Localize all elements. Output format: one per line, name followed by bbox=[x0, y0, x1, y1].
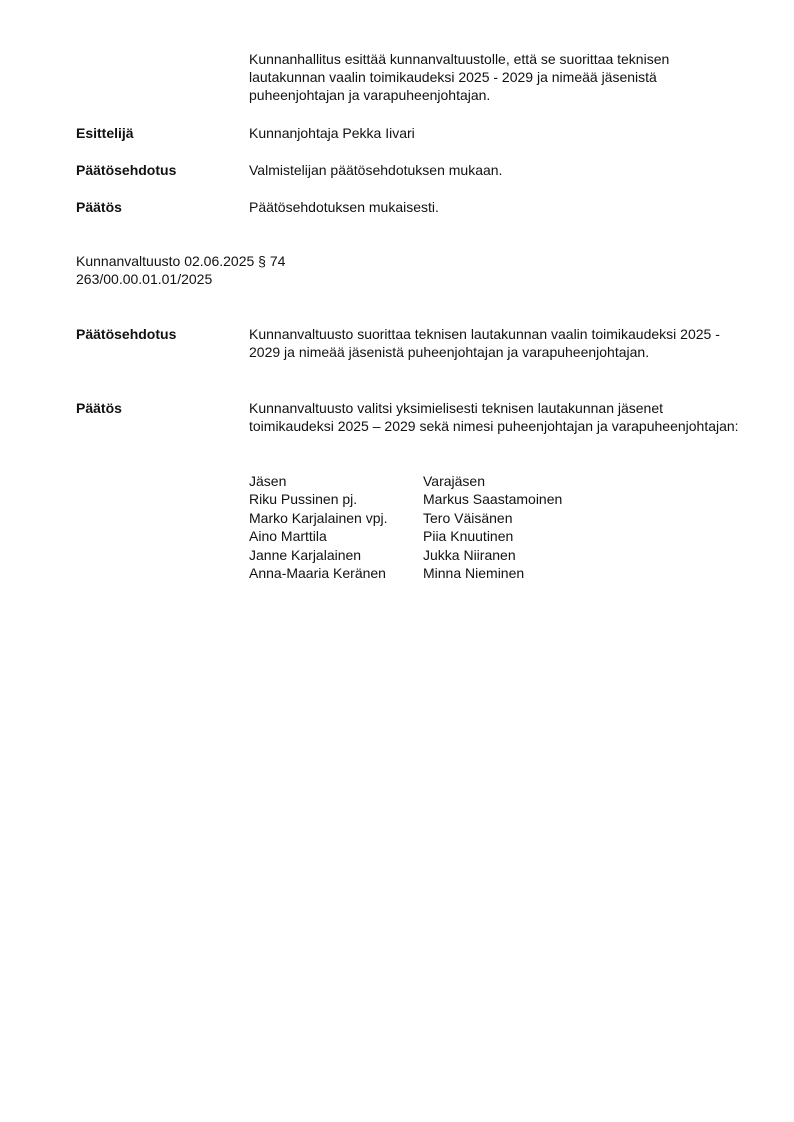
proposal-label: Päätösehdotus bbox=[76, 162, 177, 178]
member-row bbox=[249, 490, 562, 508]
decision-label: Päätös bbox=[76, 199, 122, 215]
member-row bbox=[249, 564, 562, 582]
member-row bbox=[249, 546, 562, 564]
case-number: 263/00.00.01.01/2025 bbox=[76, 271, 213, 287]
intro-text: Kunnanhallitus esittää kunnanvaltuustolle, että se suorittaa teknisen lautakunnan vaalin toimikaudeksi 2025 - 2029 ja nimeää jäsenistä puheenjohtajan ja varapuheenjohtajan. bbox=[249, 51, 670, 103]
deputy-name: Tero Väisänen bbox=[423, 509, 513, 526]
member-name: Janne Karjalainen bbox=[249, 546, 362, 563]
member-name: Marko Karjalainen vpj. bbox=[249, 509, 388, 526]
deputy-column-header: Varajäsen bbox=[423, 473, 486, 489]
decision-label: Päätös bbox=[76, 400, 122, 416]
meeting-line: Kunnanvaltuusto 02.06.2025 § 74 bbox=[76, 253, 286, 269]
members-table bbox=[249, 472, 562, 582]
member-row bbox=[249, 527, 562, 545]
deputy-name: Markus Saastamoinen bbox=[423, 491, 563, 508]
presenter-label: Esittelijä bbox=[76, 125, 134, 141]
meeting-info bbox=[76, 252, 285, 288]
member-name: Anna-Maaria Keränen bbox=[249, 564, 386, 581]
member-column-header: Jäsen bbox=[249, 473, 287, 489]
deputy-name: Minna Nieminen bbox=[423, 564, 525, 581]
proposal-label: Päätösehdotus bbox=[76, 326, 177, 342]
decision-value: Kunnanvaltuusto valitsi yksimielisesti teknisen lautakunnan jäsenet toimikaudeksi 2025 – 2029 sekä nimesi puheenjohtajan ja varapuheenjohtajan: bbox=[249, 400, 739, 434]
deputy-name: Piia Knuutinen bbox=[423, 528, 514, 545]
member-row bbox=[249, 509, 562, 527]
deputy-name: Jukka Niiranen bbox=[423, 546, 516, 563]
member-name: Riku Pussinen pj. bbox=[249, 491, 358, 508]
presenter-value: Kunnanjohtaja Pekka Iivari bbox=[249, 125, 415, 141]
member-name: Aino Marttila bbox=[249, 528, 327, 545]
proposal-value: Kunnanvaltuusto suorittaa teknisen lautakunnan vaalin toimikaudeksi 2025 - 2029 ja nimeää jäsenistä puheenjohtajan ja varapuheenjohtajan. bbox=[249, 326, 720, 360]
members-header-row bbox=[249, 472, 562, 490]
proposal-value: Valmistelijan päätösehdotuksen mukaan. bbox=[249, 162, 503, 178]
decision-value: Päätösehdotuksen mukaisesti. bbox=[249, 199, 439, 215]
